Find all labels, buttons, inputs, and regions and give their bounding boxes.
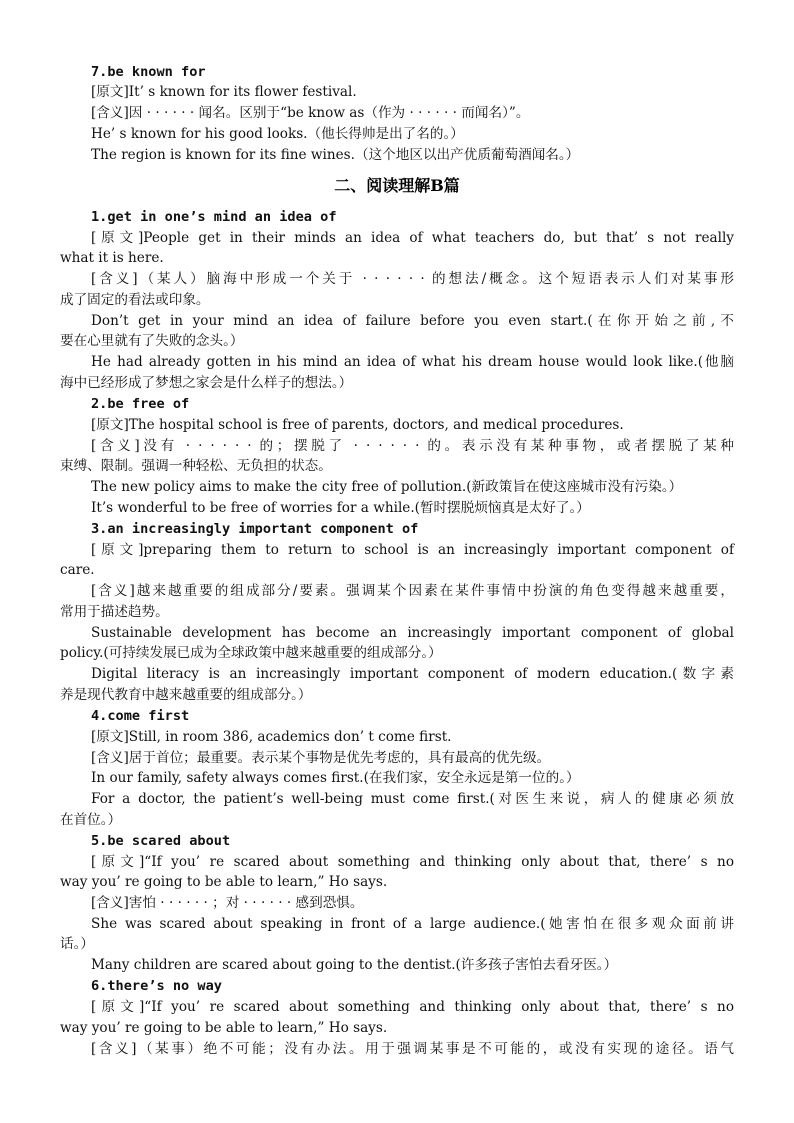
- phrase-title: 7.be known for: [91, 64, 206, 80]
- phrase-title: 6.there’s no way: [91, 978, 222, 994]
- text-line: [原文]“If you’ re scared about something and thinking only about that, there’ s no: [91, 854, 734, 870]
- text-line: He had already gotten in his mind an idea of what his dream house would look like.(他脑: [91, 354, 734, 370]
- text-line: 要在心里就有了失败的念头。）: [60, 333, 244, 349]
- text-line: Many children are scared about going to the dentist.(许多孩子害怕去看牙医。）: [91, 957, 618, 973]
- text-line: [原文]Still, in room 386, academics don’ t come first.: [91, 729, 452, 745]
- text-line: It’s wonderful to be free of worries for a while.(暂时摆脱烦恼真是太好了。）: [91, 500, 590, 516]
- text-line: 成了固定的看法或印象。: [60, 292, 210, 308]
- text-line: policy.(可持续发展已成为全球政策中越来越重要的组成部分。）: [60, 645, 442, 661]
- text-line: For a doctor, the patient’s well-being must come first.(对医生来说，病人的健康必须放: [91, 791, 734, 807]
- text-line: [含义]居于首位；最重要。表示某个事物是优先考虑的，具有最高的优先级。: [91, 750, 551, 766]
- text-line: [含义]越来越重要的组成部分/要素。强调某个因素在某件事情中扮演的角色变得越来越重要，: [91, 583, 734, 599]
- text-line: 海中已经形成了梦想之家会是什么样子的想法。）: [60, 375, 353, 391]
- text-line: way you’ re going to be able to learn,” Ho says.: [60, 1020, 388, 1036]
- text-line: 束缚、限制。强调一种轻松、无负担的状态。: [60, 458, 332, 474]
- text-line: Sustainable development has become an increasingly important component of global: [91, 625, 734, 641]
- text-line: Digital literacy is an increasingly important component of modern education.(数字素: [91, 666, 734, 682]
- text-line: [原文]People get in their minds an idea of what teachers do, but that’ s not really: [91, 230, 734, 246]
- phrase-title: 4.come first: [91, 708, 190, 724]
- text-line: She was scared about speaking in front of a large audience.(她害怕在很多观众面前讲: [91, 916, 734, 932]
- text-line: The region is known for its fine wines.（这个地区以出产优质葡萄酒闻名。）: [91, 147, 580, 163]
- text-line: [含义]没有 · · · · · · 的；摆脱了 · · · · · · 的。表示没有某种事物，或者摆脱了某种: [91, 438, 734, 454]
- phrase-title: 5.be scared about: [91, 833, 231, 849]
- text-line: [原文]The hospital school is free of parents, doctors, and medical procedures.: [91, 417, 624, 433]
- text-line: [含义]（某人）脑海中形成一个关于 · · · · · · 的想法/概念。这个短语表示人们对某事形: [91, 271, 734, 287]
- text-line: 在首位。）: [60, 812, 122, 828]
- phrase-title: 1.get in one’s mind an idea of: [91, 209, 337, 225]
- text-line: Don’t get in your mind an idea of failure before you even start.(在你开始之前,不: [91, 313, 734, 329]
- text-line: The new policy aims to make the city free of pollution.(新政策旨在使这座城市没有污染。）: [91, 479, 683, 495]
- text-line: [原文]preparing them to return to school is an increasingly important component of: [91, 542, 734, 558]
- text-line: [原文]“If you’ re scared about something and thinking only about that, there’ s no: [91, 999, 734, 1015]
- text-line: He’ s known for his good looks.（他长得帅是出了名的。）: [91, 126, 464, 142]
- phrase-title: 2.be free of: [91, 396, 190, 412]
- text-line: 话。）: [60, 936, 94, 952]
- text-line: [含义]因 · · · · · · 闻名。区别于“be know as（作为 · · · · · · 而闻名）”。: [91, 105, 530, 121]
- text-line: care.: [60, 562, 95, 578]
- text-line: 常用于描述趋势。: [60, 604, 169, 620]
- phrase-title: 3.an increasingly important component of: [91, 521, 419, 537]
- text-line: what it is here.: [60, 250, 164, 266]
- text-line: 养是现代教育中越来越重要的组成部分。）: [60, 687, 312, 703]
- text-line: [原文]It’ s known for its flower festival.: [91, 84, 357, 100]
- text-line: [含义]害怕 · · · · · · ；对 · · · · · · 感到恐惧。: [91, 895, 364, 911]
- section-heading: 二、阅读理解B篇: [334, 176, 460, 195]
- text-line: way you’ re going to be able to learn,” Ho says.: [60, 874, 388, 890]
- text-line: In our family, safety always comes first.(在我们家，安全永远是第一位的。）: [91, 770, 580, 786]
- text-line: [含义]（某事）绝不可能；没有办法。用于强调某事是不可能的，或没有实现的途径。语气: [91, 1041, 734, 1057]
